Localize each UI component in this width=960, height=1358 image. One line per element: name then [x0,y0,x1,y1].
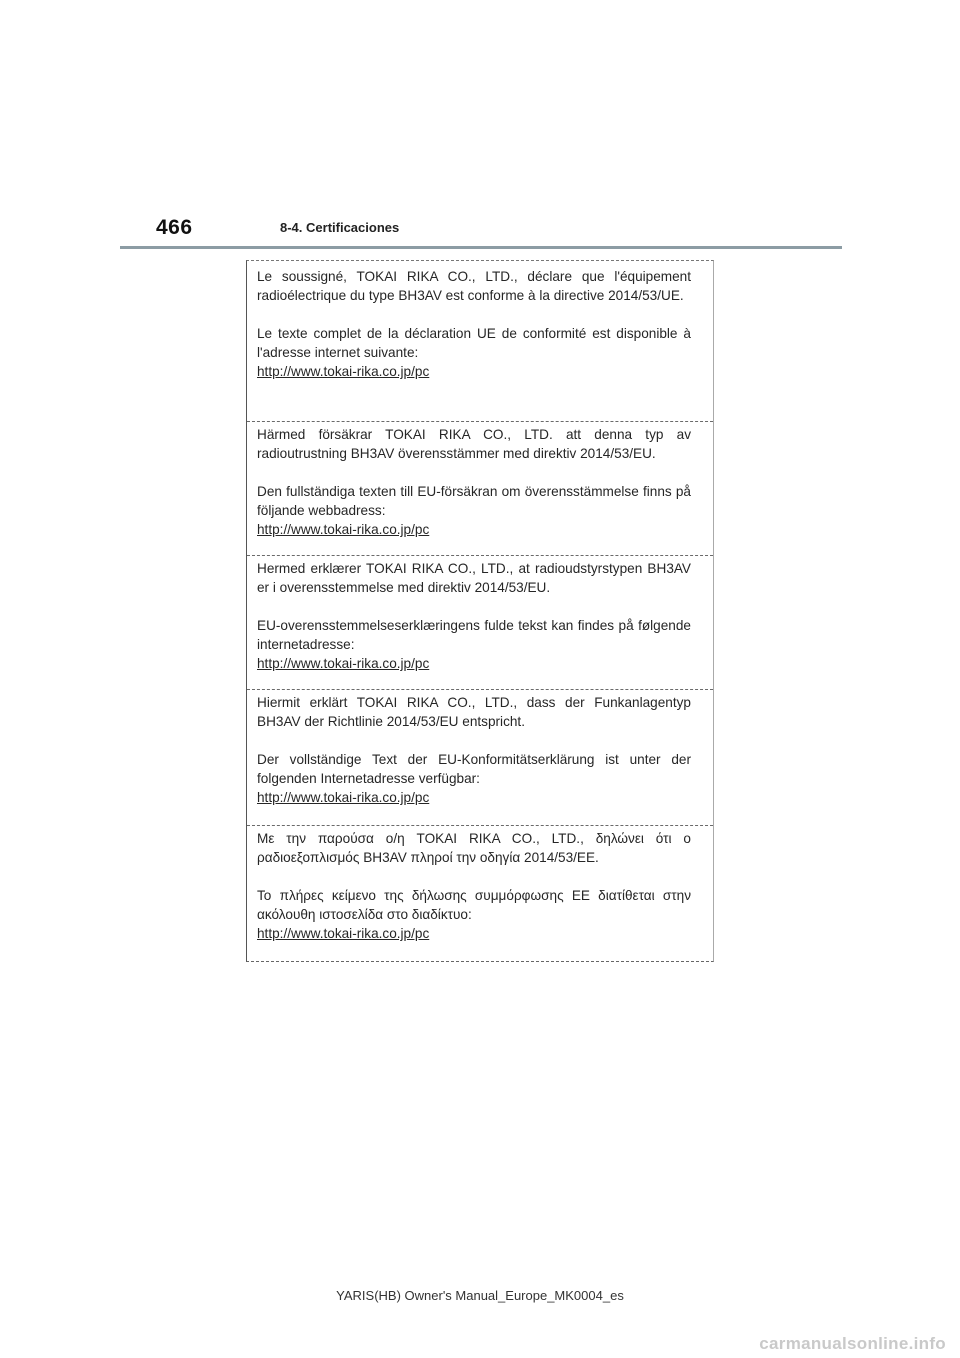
declaration-statement: Härmed försäkrar TOKAI RIKA CO., LTD. att denna typ av radioutrustning BH3AV överensstämmer med direktiv 2014/53/EU. [257,427,691,461]
declaration-german [247,693,713,807]
declaration-divider [247,421,713,422]
declaration-availability: Το πλήρες κείμενο της δήλωσης συμμόρφωσης ΕΕ διατίθεται στην ακόλουθη ιστοσελίδα στο διαδίκτυο: [257,888,691,922]
page-header [120,212,842,249]
declaration-url-link[interactable]: http://www.tokai-rika.co.jp/pc [257,522,430,537]
page-number: 466 [156,216,193,239]
declaration-url-link[interactable]: http://www.tokai-rika.co.jp/pc [257,926,430,941]
declaration-danish [247,559,713,673]
declaration-divider [247,689,713,690]
declaration-availability: Le texte complet de la déclaration UE de conformité est disponible à l'adresse internet suivante: [257,326,691,360]
manual-footer: YARIS(HB) Owner's Manual_Europe_MK0004_es [336,1288,624,1303]
declaration-availability: Den fullständiga texten till EU-försäkran om överensstämmelse finns på följande webbadress: [257,484,691,518]
site-watermark: carmanualsonline.info [759,1334,946,1353]
declaration-statement: Hermed erklærer TOKAI RIKA CO., LTD., at radioudstyrstypen BH3AV er i overensstemmelse med direktiv 2014/53/EU. [257,561,691,595]
declaration-statement: Le soussigné, TOKAI RIKA CO., LTD., déclare que l'équipement radioélectrique du type BH3AV est conforme à la directive 2014/53/UE. [257,269,691,303]
declaration-greek [247,829,713,943]
declaration-url-link[interactable]: http://www.tokai-rika.co.jp/pc [257,364,430,379]
declaration-availability: EU-overensstemmelseserklæringens fulde tekst kan findes på følgende internetadresse: [257,618,691,652]
declaration-url-link[interactable]: http://www.tokai-rika.co.jp/pc [257,790,430,805]
certification-scan-box [246,260,714,962]
declaration-divider [247,825,713,826]
declaration-french [247,267,713,381]
declaration-statement: Με την παρούσα ο/η TOKAI RIKA CO., LTD., δηλώνει ότι ο ραδιοεξοπλισμός BH3AV πληροί την οδηγία 2014/53/ΕΕ. [257,831,691,865]
declaration-divider [247,555,713,556]
declaration-url-link[interactable]: http://www.tokai-rika.co.jp/pc [257,656,430,671]
declaration-availability: Der vollständige Text der EU-Konformitätserklärung ist unter der folgenden Internetadresse verfügbar: [257,752,691,786]
declaration-swedish [247,425,713,539]
declaration-statement: Hiermit erklärt TOKAI RIKA CO., LTD., dass der Funkanlagentyp BH3AV der Richtlinie 2014/53/EU entspricht. [257,695,691,729]
section-title: 8-4. Certificaciones [280,220,400,235]
